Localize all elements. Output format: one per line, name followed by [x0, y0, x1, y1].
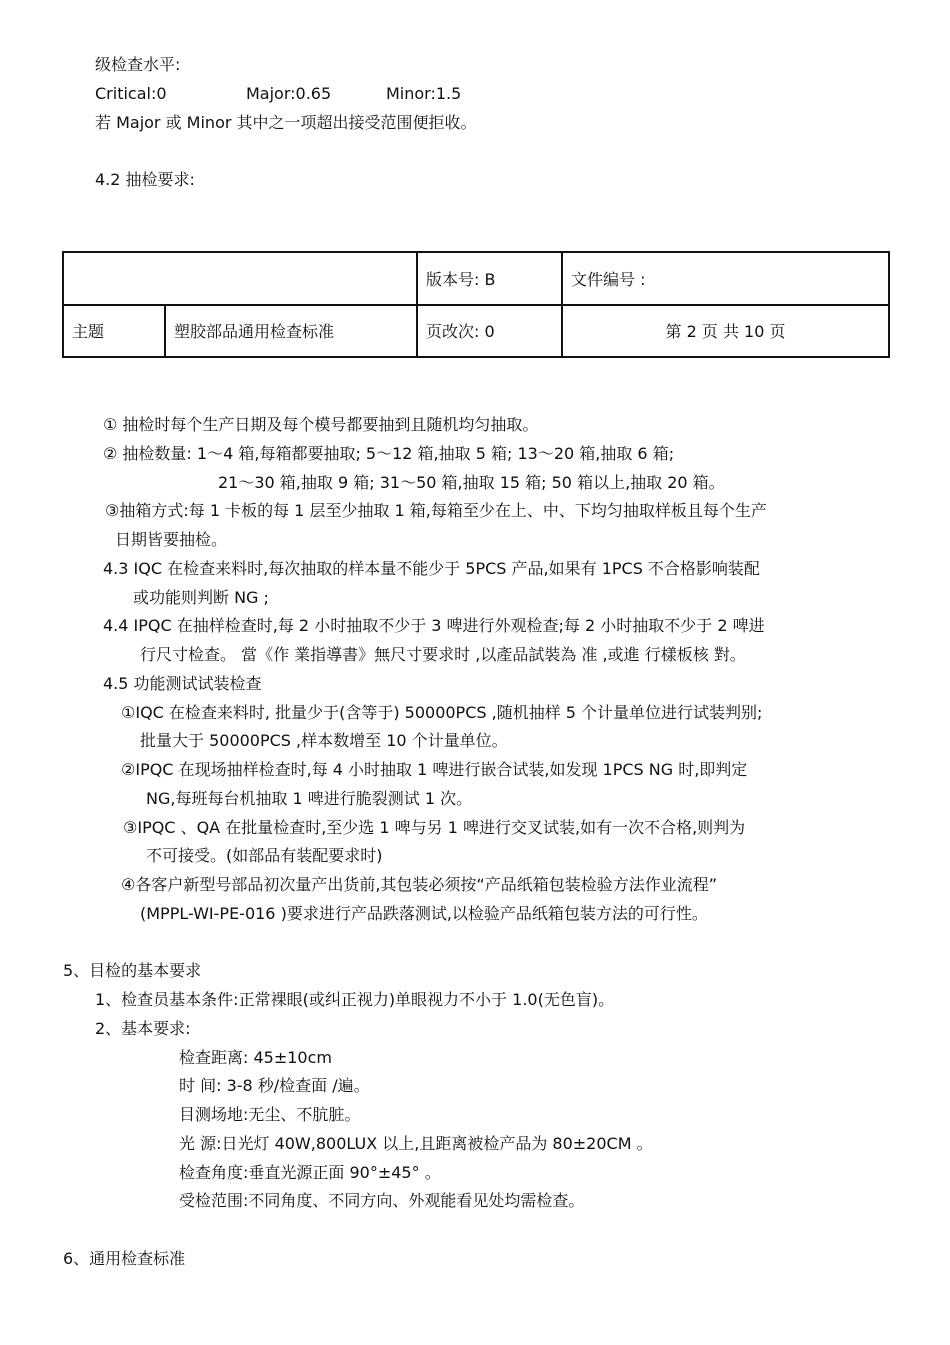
function-test-3-line-1: ③IPQC 、QA 在批量检查时,至少选 1 啤与另 1 啤进行交叉试装,如有一次不合格,则判为	[123, 818, 746, 837]
inspection-time: 时 间: 3-8 秒/检查面 /遍。	[179, 1076, 370, 1095]
sampling-item-1: ① 抽检时每个生产日期及每个模号都要抽到且随机均匀抽取。	[103, 415, 539, 434]
document-number-label: 文件编号 :	[562, 252, 889, 305]
inspection-angle: 检查角度:垂直光源正面 90°±45° 。	[179, 1163, 441, 1182]
function-test-heading: 4.5 功能测试试装检查	[103, 674, 262, 693]
iqc-rule-line-1: 4.3 IQC 在检查来料时,每次抽取的样本量不能少于 5PCS 产品,如果有 1PCS 不合格影响装配	[103, 559, 760, 578]
function-test-1-line-1: ①IQC 在检查来料时, 批量少于(含等于) 50000PCS ,随机抽样 5 个计量单位进行试装判别;	[121, 703, 763, 722]
function-test-2-line-1: ②IPQC 在现场抽样检查时,每 4 小时抽取 1 啤进行嵌合试装,如发现 1PCS NG 时,即判定	[121, 760, 748, 779]
minor-level: Minor:1.5	[386, 84, 462, 103]
function-test-1-line-2: 批量大于 50000PCS ,样本数增至 10 个计量单位。	[140, 731, 508, 750]
page-info: 第 2 页 共 10 页	[562, 305, 889, 358]
document-header-table	[62, 251, 890, 358]
inspection-level-text: 级检查水平:	[95, 55, 181, 74]
function-test-2-line-2: NG,每班每台机抽取 1 啤进行脆裂测试 1 次。	[146, 789, 473, 808]
light-source: 光 源:日光灯 40W,800LUX 以上,且距离被检产品为 80±20CM 。	[179, 1134, 653, 1153]
ipqc-rule-line-2: 行尺寸检查。 當《作 業指導書》無尺寸要求时 ,以產品試裝為 准 ,或進 行樣板核 對。	[140, 645, 746, 664]
inspection-range: 受检范围:不同角度、不同方向、外观能看见处均需检查。	[179, 1191, 585, 1210]
function-test-4-line-2: (MPPL-WI-PE-016 )要求进行产品跌落测试,以检验产品纸箱包装方法的可行性。	[140, 904, 708, 923]
function-test-3-line-2: 不可接受。(如部品有装配要求时)	[146, 846, 383, 865]
section-5-heading: 5、目检的基本要求	[63, 961, 202, 980]
function-test-4-line-1: ④各客户新型号部品初次量产出货前,其包装必须按“产品纸箱包装检验方法作业流程”	[121, 875, 718, 894]
section-4-2-heading: 4.2 抽检要求:	[95, 170, 195, 189]
inspection-site: 目测场地:无尘、不肮脏。	[179, 1105, 361, 1124]
major-level: Major:0.65	[246, 84, 332, 103]
page-revision-label: 页改次: 0	[417, 305, 562, 358]
critical-level: Critical:0	[95, 84, 167, 103]
sampling-item-3-line-1: ③抽箱方式:每 1 卡板的每 1 层至少抽取 1 箱,每箱至少在上、中、下均匀抽取样板且每个生产	[105, 501, 767, 520]
inspector-requirement: 1、检查员基本条件:正常裸眼(或纠正视力)单眼视力不小于 1.0(无色盲)。	[95, 990, 615, 1009]
inspection-distance: 检查距离: 45±10cm	[179, 1048, 332, 1067]
reject-rule-text: 若 Major 或 Minor 其中之一项超出接受范围便拒收。	[95, 113, 477, 132]
section-6-heading: 6、通用检查标准	[63, 1249, 186, 1268]
ipqc-rule-line-1: 4.4 IPQC 在抽样检查时,每 2 小时抽取不少于 3 啤进行外观检查;每 2 小时抽取不少于 2 啤进	[103, 616, 765, 635]
sampling-item-2-line-1: ② 抽检数量: 1～4 箱,每箱都要抽取; 5～12 箱,抽取 5 箱; 13～20 箱,抽取 6 箱;	[103, 444, 675, 463]
basic-requirements-heading: 2、基本要求:	[95, 1019, 191, 1038]
subject-value: 塑胶部品通用检查标准	[165, 305, 417, 358]
subject-label: 主题	[63, 305, 165, 358]
sampling-item-3-line-2: 日期皆要抽检。	[115, 530, 228, 549]
header-empty-cell	[63, 252, 417, 305]
version-label: 版本号: B	[417, 252, 562, 305]
iqc-rule-line-2: 或功能则判断 NG ;	[133, 588, 269, 607]
sampling-item-2-line-2: 21～30 箱,抽取 9 箱; 31～50 箱,抽取 15 箱; 50 箱以上,抽取 20 箱。	[218, 473, 725, 492]
